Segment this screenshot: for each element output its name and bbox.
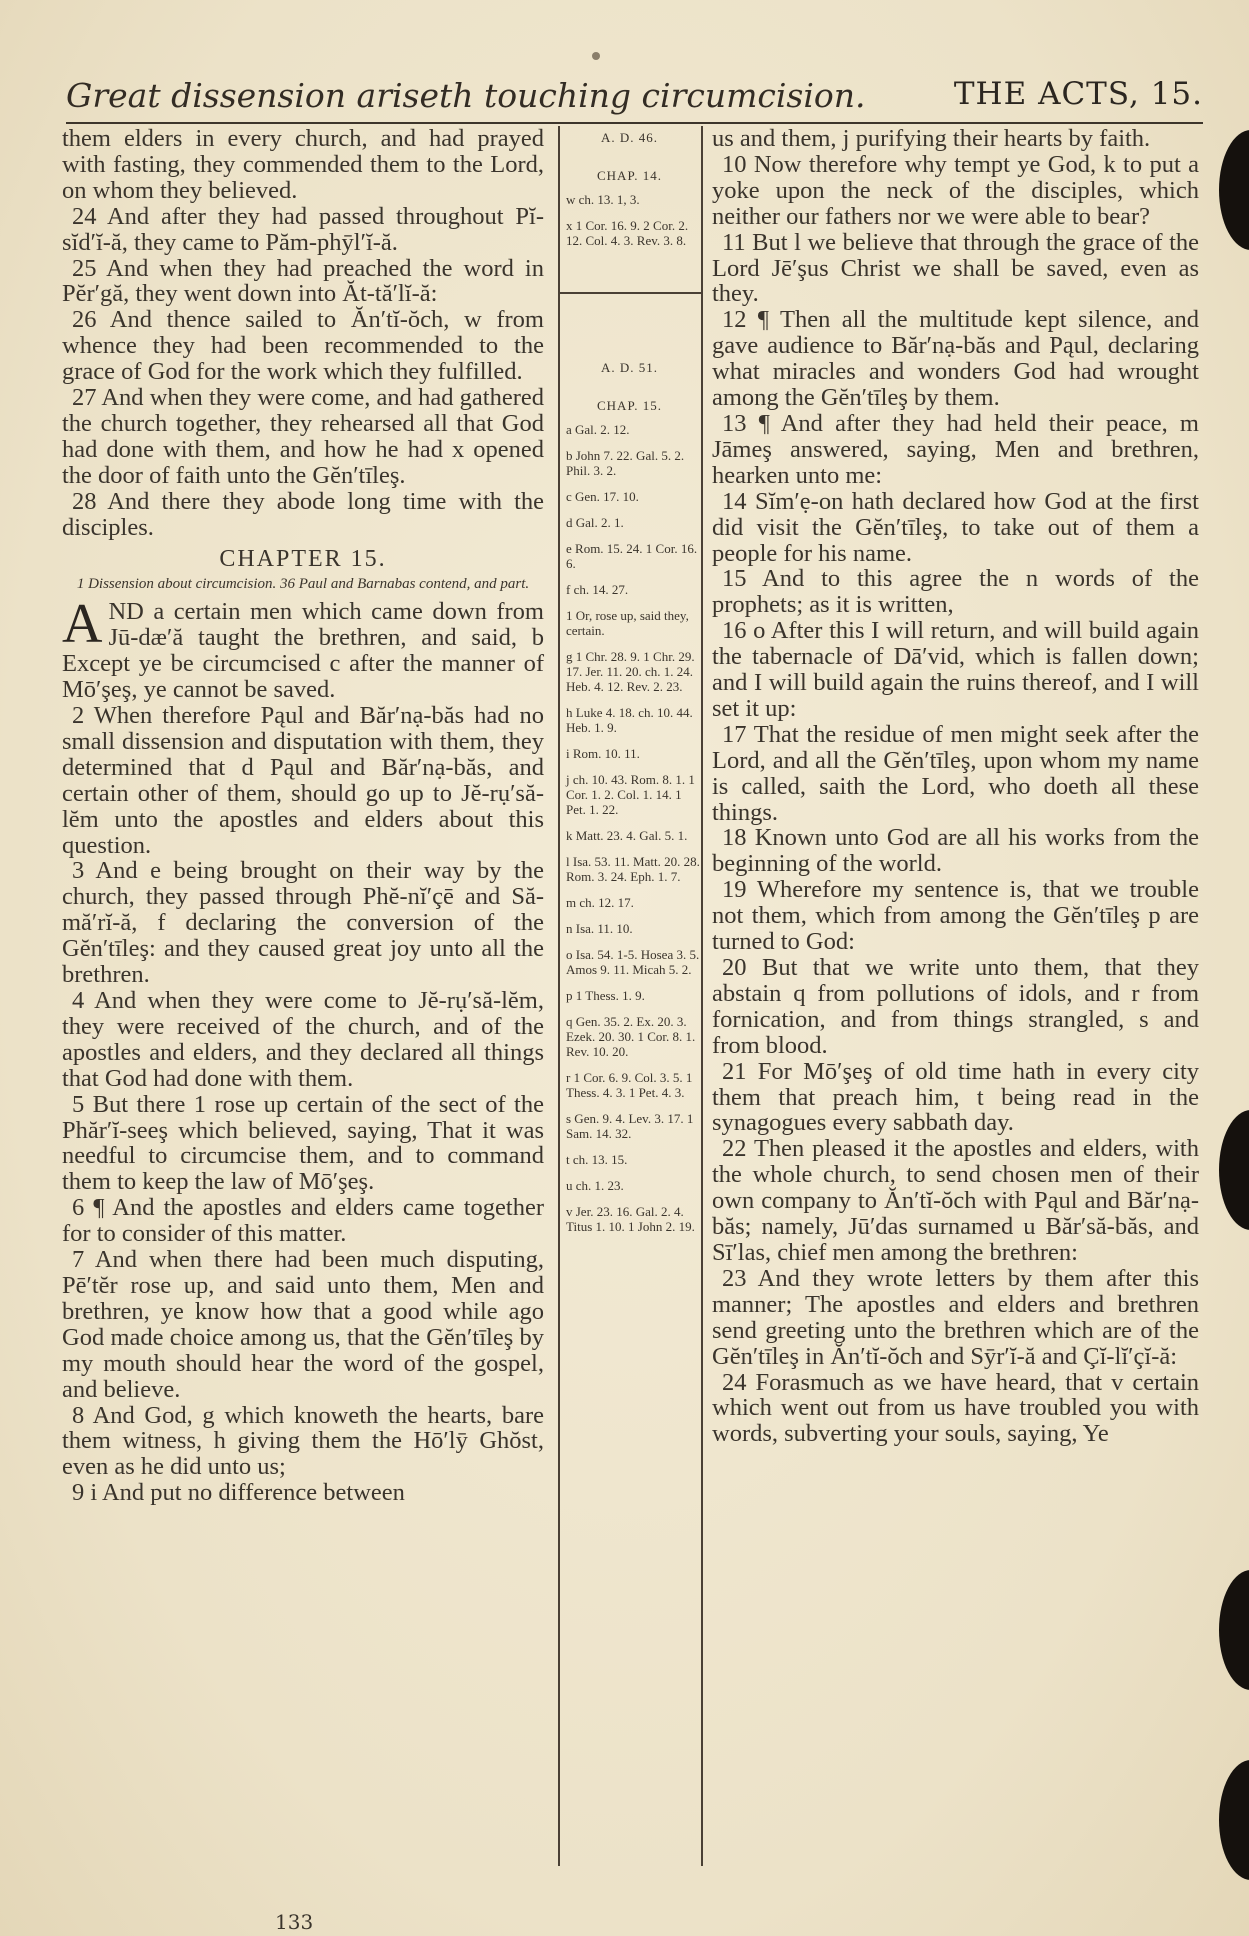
margin-references (558, 126, 701, 1245)
thumb-tab[interactable] (1219, 1110, 1249, 1230)
verse-15-22: 22 Then pleased it the apostles and elders, with the whole church, to send chosen men of their own company to Ăn′tĭ-ŏch with Pąul and Băr′nạ-băs; namely, Jū′das surnamed u Băr′să-băs, and Sī′las, chief men among the brethren: (712, 1135, 1199, 1266)
margin-reference: a Gal. 2. 12. (566, 422, 630, 437)
margin-reference: f ch. 14. 27. (566, 582, 629, 597)
margin-reference: s Gen. 9. 4. Lev. 3. 17. 1 Sam. 14. 32. (566, 1111, 694, 1141)
page-dot (592, 52, 600, 60)
running-title: Great dissension ariseth touching circumcision. (66, 76, 866, 115)
verse-15-10: 10 Now therefore why tempt ye God, k to put a yoke upon the neck of the disciples, which neither our fathers nor we were able to bear? (712, 150, 1199, 230)
verse-14-25: 25 And when they had preached the word in Pĕr′gă, they went down into Ăt-tă′lĭ-ă: (62, 254, 544, 308)
thumb-tab[interactable] (1219, 130, 1249, 250)
margin-reference: g 1 Chr. 28. 9. 1 Chr. 29. 17. Jer. 11. 20. ch. 1. 24. Heb. 4. 12. Rev. 2. 23. (566, 649, 695, 694)
margin-reference: o Isa. 54. 1-5. Hosea 3. 5. Amos 9. 11. Micah 5. 2. (566, 947, 700, 977)
verse-15-15: 15 And to this agree the n words of the prophets; as it is written, (712, 565, 1199, 619)
margin-reference: k Matt. 23. 4. Gal. 5. 1. (566, 828, 688, 843)
verse-15-16: 16 o After this I will return, and will build again the tabernacle of Dā′vid, which is fallen down; and I will build again the ruins thereof, and I will set it up: (712, 617, 1199, 722)
margin-reference: l Isa. 53. 11. Matt. 20. 28. Rom. 3. 24. Eph. 1. 7. (566, 854, 700, 884)
margin-reference: h Luke 4. 18. ch. 10. 44. Heb. 1. 9. (566, 705, 693, 735)
margin-refs-15 (558, 422, 701, 1234)
verse-14-24: 24 And after they had passed throughout Pĭ-sĭd′ĭ-ă, they came to Păm-phȳl′ĭ-ă. (62, 202, 544, 256)
margin-reference: w ch. 13. 1, 3. (566, 192, 640, 207)
margin-chap-15: CHAP. 15. (597, 398, 662, 413)
verse-15-21: 21 For Mō′şeş of old time hath in every city them that preach him, t being read in the synagogues every sabbath day. (712, 1057, 1199, 1137)
verse-14-23-cont: them elders in every church, and had prayed with fasting, they commended them to the Lord, on whom they believed. (62, 125, 544, 204)
verse-15-3: 3 And e being brought on their way by the church, they passed through Phĕ-nĭ′çē and Să-mă′rĭ-ă, f declaring the conversion of the Gĕn′tīleş: and they caused great joy unto all the brethren. (62, 857, 544, 989)
left-column (62, 126, 544, 1506)
margin-chap-14: CHAP. 14. (597, 168, 662, 183)
margin-reference: v Jer. 23. 16. Gal. 2. 4. Titus 1. 10. 1 John 2. 19. (566, 1204, 695, 1234)
margin-reference: p 1 Thess. 1. 9. (566, 988, 645, 1003)
right-column (712, 126, 1199, 1447)
margin-date-top: A. D. 46. (600, 130, 659, 145)
verse-15-13: 13 ¶ And after they had held their peace, m Jāmeş answered, saying, Men and brethren, hearken unto me: (712, 409, 1199, 489)
verse-15-5: 5 But there 1 rose up certain of the sect of the Phăr′ĭ-seeş which believed, saying, That it was needful to circumcise them, and to command them to keep the law of Mō′şeş. (62, 1090, 544, 1196)
drop-cap: A (62, 593, 103, 656)
chapter-summary: 1 Dissension about circumcision. 36 Paul and Barnabas contend, and part. (76, 576, 530, 593)
margin-reference: b John 7. 22. Gal. 5. 2. Phil. 3. 2. (566, 448, 685, 478)
verse-15-9: 9 i And put no difference between (72, 1479, 405, 1507)
verse-15-23: 23 And they wrote letters by them after this manner; The apostles and elders and brethren send greeting unto the brethren which are of the Gĕn′tīleş in Ăn′tĭ-ŏch and Sȳr′ĭ-ă and Çĭ-lĭ′çĭ-ă: (712, 1264, 1199, 1370)
book-title: THE ACTS, 15. (953, 76, 1203, 112)
verse-15-2: 2 When therefore Pąul and Băr′nạ-băs had no small dissension and disputation with them, they determined that d Pąul and Băr′nạ-băs, and certain other of them, should go up to Jĕ-rụ′să-lĕm unto the apostles and elders about this question. (62, 702, 544, 859)
thumb-tab[interactable] (1219, 1570, 1249, 1690)
verse-15-18: 18 Known unto God are all his works from the beginning of the world. (712, 824, 1199, 878)
chapter-heading: CHAPTER 15. (219, 545, 387, 572)
margin-reference: q Gen. 35. 2. Ex. 20. 3. Ezek. 20. 30. 1 Cor. 8. 1. Rev. 10. 20. (566, 1014, 696, 1059)
page-header (66, 72, 1203, 124)
verse-15-9-cont: us and them, j purifying their hearts by faith. (712, 125, 1151, 152)
verse-15-1-text: ND a certain men which came down from Jū-dæ′ă taught the brethren, and said, b Except ye be circumcised c after the manner of Mō′şeş, ye cannot be saved. (62, 598, 544, 704)
verse-15-6: 6 ¶ And the apostles and elders came together for to consider of this matter. (62, 1194, 544, 1248)
thumb-index-tabs (1219, 0, 1249, 1936)
verse-15-7: 7 And when there had been much disputing, Pē′tĕr rose up, and said unto them, Men and brethren, ye know how that a good while ago God made choice among us, that the Gĕn′tīleş by my mouth should hear the word of the gospel, and believe. (62, 1246, 544, 1403)
verse-15-8: 8 And God, g which knoweth the hearts, bare them witness, h giving them the Hō′lȳ Ghŏst, even as he did unto us; (62, 1401, 544, 1481)
margin-reference: t ch. 13. 15. (566, 1152, 628, 1167)
verse-15-12: 12 ¶ Then all the multitude kept silence, and gave audience to Băr′nạ-băs and Pąul, declaring what miracles and wonders God had wrought among the Gĕn′tīleş by them. (712, 306, 1199, 412)
column-rule-right (701, 126, 703, 1866)
verse-15-4: 4 And when they were come to Jĕ-rụ′să-lĕm, they were received of the church, and of the apostles and elders, and they declared all things that God had done with them. (62, 987, 544, 1092)
margin-reference: n Isa. 11. 10. (566, 921, 633, 936)
thumb-tab[interactable] (1219, 1760, 1249, 1880)
margin-refs-14 (558, 192, 701, 248)
verse-15-14: 14 Sĭm′ẹ-on hath declared how God at the first did visit the Gĕn′tīleş, to take out of them a people for his name. (712, 487, 1199, 567)
verse-15-20: 20 But that we write unto them, that they abstain q from pollutions of idols, and r from fornication, and from things strangled, s and from blood. (712, 954, 1199, 1059)
margin-reference: d Gal. 2. 1. (566, 515, 624, 530)
verse-15-11: 11 But l we believe that through the grace of the Lord Jē′şus Christ we shall be saved, even as they. (712, 228, 1199, 308)
margin-reference: e Rom. 15. 24. 1 Cor. 16. 6. (566, 541, 698, 571)
verse-14-27: 27 And when they were come, and had gathered the church together, they rehearsed all that God had done with them, and how he had x opened the door of faith unto the Gĕn′tīleş. (62, 384, 544, 489)
page-number: 133 (275, 1910, 314, 1934)
margin-rule (558, 292, 701, 294)
verse-15-1 (62, 593, 544, 704)
verse-15-19: 19 Wherefore my sentence is, that we trouble not them, which from among the Gĕn′tīleş p are turned to God: (712, 876, 1199, 956)
verse-15-17: 17 That the residue of men might seek after the Lord, and all the Gĕn′tīleş, upon whom my name is called, saith the Lord, who doeth all these things. (712, 720, 1199, 826)
margin-reference: x 1 Cor. 16. 9. 2 Cor. 2. 12. Col. 4. 3. Rev. 3. 8. (566, 218, 689, 248)
verse-14-26: 26 And thence sailed to Ăn′tĭ-ŏch, w from whence they had been recommended to the grace of God for the work which they fulfilled. (62, 306, 544, 386)
margin-reference: m ch. 12. 17. (566, 895, 634, 910)
margin-reference: 1 Or, rose up, said they, certain. (566, 608, 689, 638)
verse-15-24: 24 Forasmuch as we have heard, that v certain which went out from us have troubled you with words, subverting your souls, saying, Ye (712, 1368, 1199, 1448)
margin-reference: c Gen. 17. 10. (566, 489, 639, 504)
margin-reference: i Rom. 10. 11. (566, 746, 640, 761)
margin-reference: j ch. 10. 43. Rom. 8. 1. 1 Cor. 1. 2. Col. 1. 14. 1 Pet. 1. 22. (566, 772, 695, 817)
margin-date-mid: A. D. 51. (600, 360, 659, 375)
margin-reference: r 1 Cor. 6. 9. Col. 3. 5. 1 Thess. 4. 3. 1 Pet. 4. 3. (566, 1070, 693, 1100)
verse-14-28: 28 And there they abode long time with the disciples. (62, 487, 544, 541)
margin-reference: u ch. 1. 23. (566, 1178, 624, 1193)
